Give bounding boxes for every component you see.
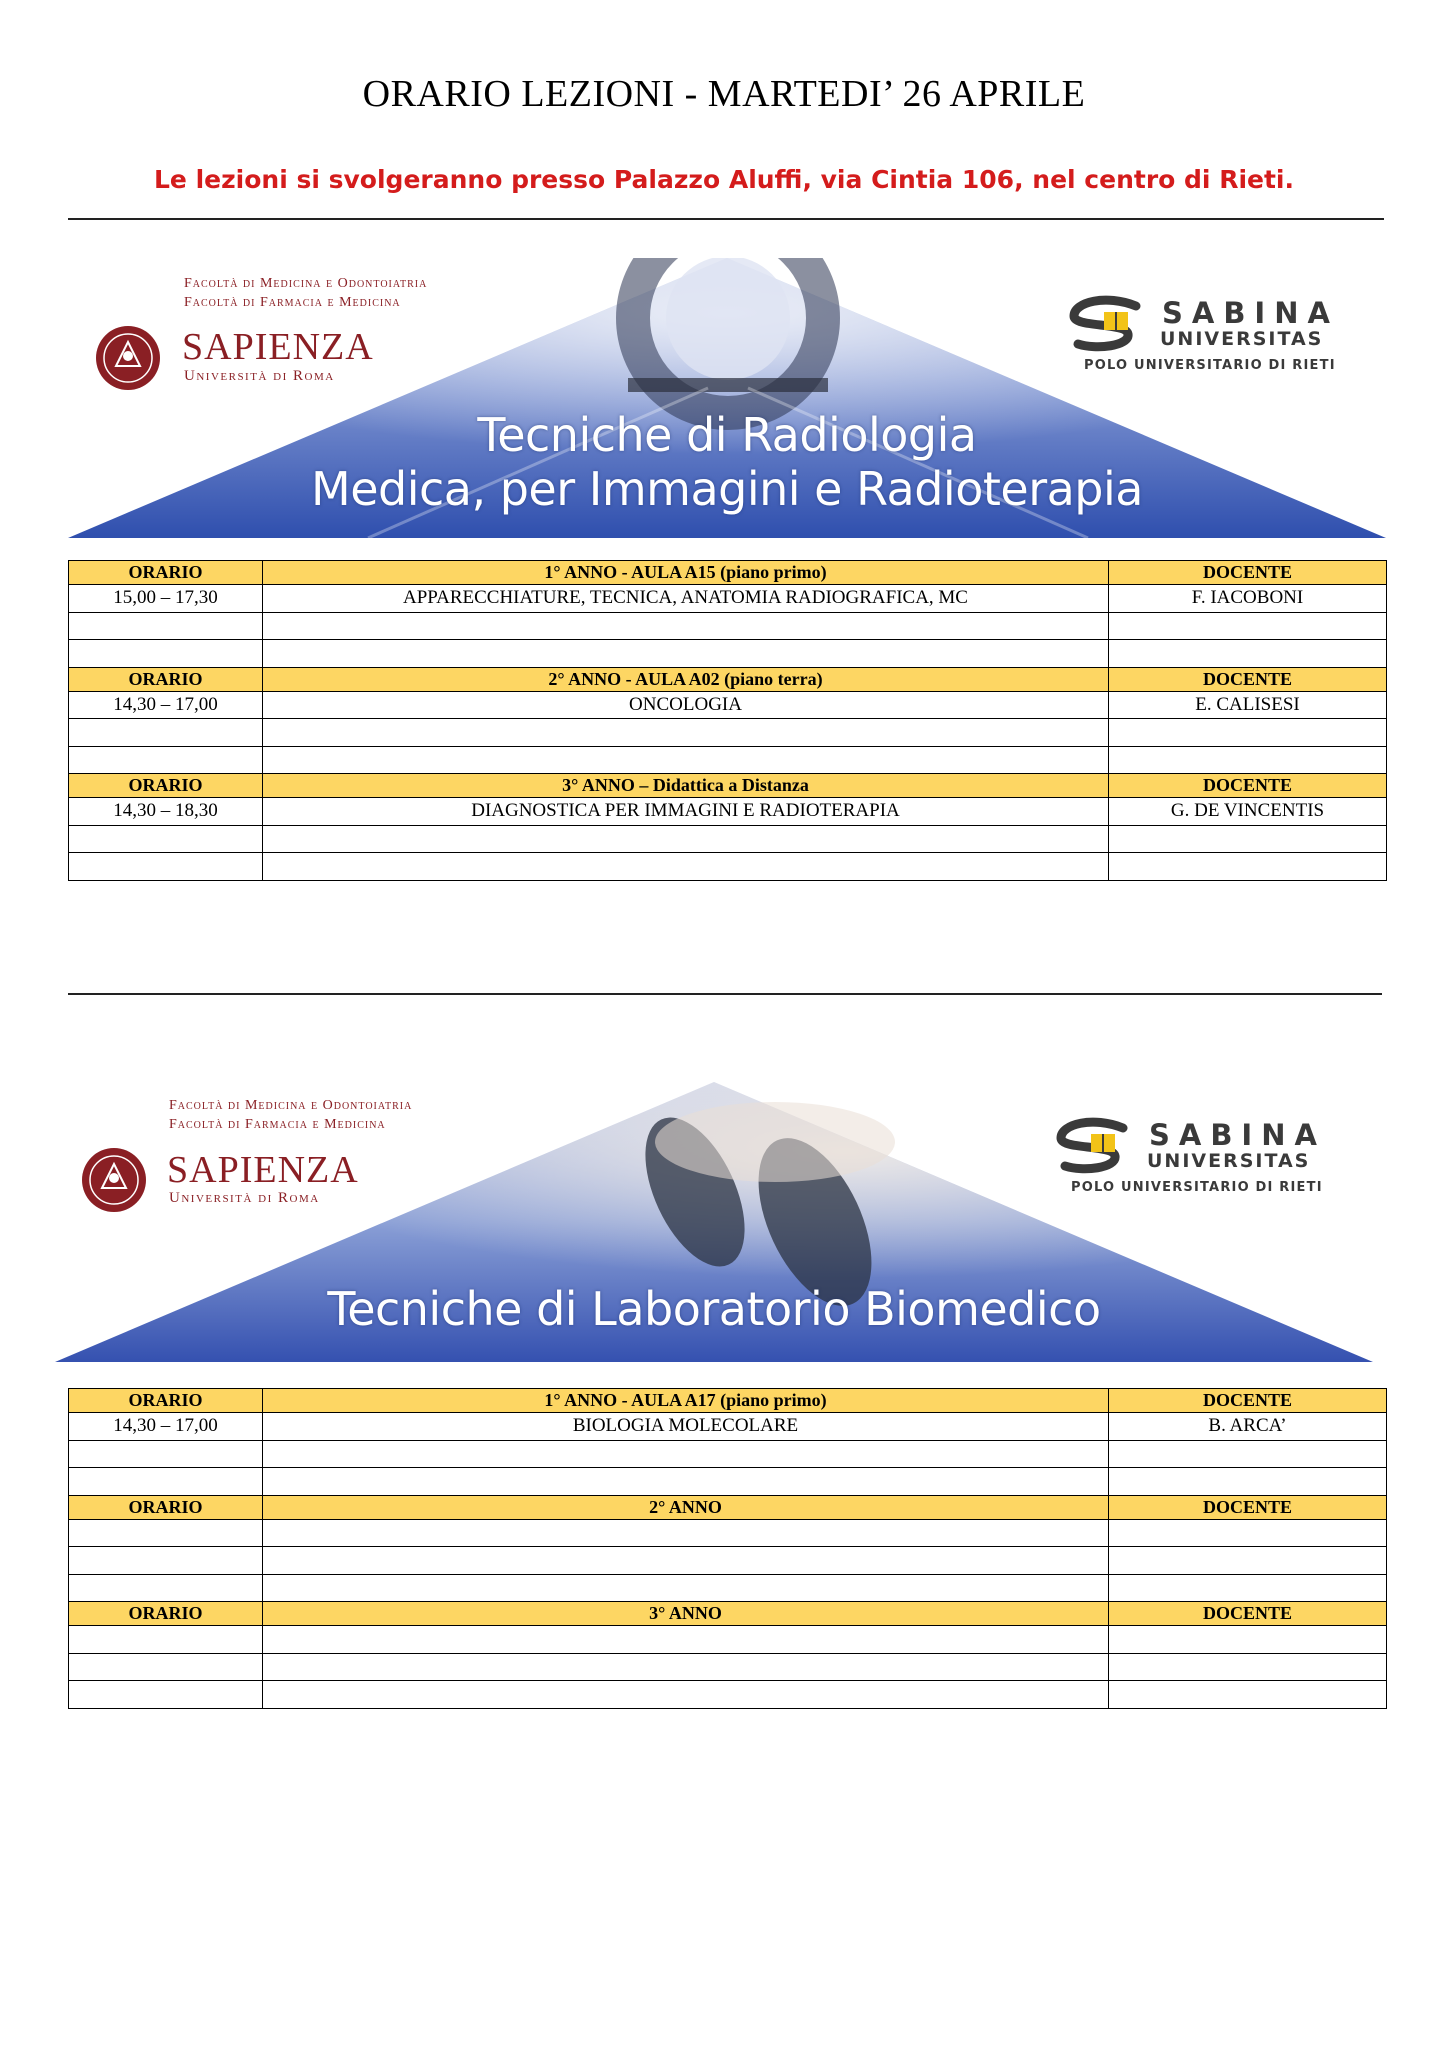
partner-subtitle: UNIVERSITAS bbox=[1147, 1150, 1311, 1172]
table-row bbox=[69, 1413, 1387, 1441]
table-row bbox=[69, 640, 1387, 668]
table-row bbox=[69, 1440, 1387, 1468]
faculty-names bbox=[169, 1096, 412, 1134]
cell-time bbox=[69, 1547, 263, 1575]
cell-subject bbox=[263, 1519, 1109, 1547]
table-row bbox=[69, 1468, 1387, 1496]
cell-time bbox=[69, 853, 263, 881]
cell-subject: ONCOLOGIA bbox=[263, 691, 1109, 719]
course-banner-radiologia bbox=[68, 258, 1386, 540]
university-name: SAPIENZA bbox=[167, 1149, 359, 1191]
header-year-room: 3° ANNO – Didattica a Distanza bbox=[263, 774, 1109, 798]
table-row bbox=[69, 1519, 1387, 1547]
cell-subject bbox=[263, 746, 1109, 774]
header-docente: DOCENTE bbox=[1109, 1495, 1387, 1519]
sabina-logo-icon bbox=[1053, 1116, 1153, 1176]
cell-teacher bbox=[1109, 825, 1387, 853]
cell-time bbox=[69, 1681, 263, 1709]
cell-teacher bbox=[1109, 853, 1387, 881]
header-docente: DOCENTE bbox=[1109, 667, 1387, 691]
faculty-line-1: Facoltà di Medicina e Odontoiatria bbox=[169, 1098, 413, 1113]
cell-time: 14,30 – 17,00 bbox=[69, 691, 263, 719]
section-header-year-1 bbox=[69, 561, 1387, 585]
cell-teacher: G. DE VINCENTIS bbox=[1109, 798, 1387, 826]
cell-teacher bbox=[1109, 1574, 1387, 1602]
cell-time bbox=[69, 1440, 263, 1468]
table-row bbox=[69, 585, 1387, 613]
table-row bbox=[69, 746, 1387, 774]
partner-name: SABINA bbox=[1149, 1118, 1326, 1152]
course-title-radiologia bbox=[68, 408, 1386, 516]
cell-teacher: E. CALISESI bbox=[1109, 691, 1387, 719]
partner-polo: POLO UNIVERSITARIO DI RIETI bbox=[1084, 358, 1336, 373]
partner-polo: POLO UNIVERSITARIO DI RIETI bbox=[1071, 1180, 1323, 1195]
cell-teacher bbox=[1109, 1468, 1387, 1496]
cell-time: 14,30 – 18,30 bbox=[69, 798, 263, 826]
cell-teacher bbox=[1109, 746, 1387, 774]
section-header-year-2 bbox=[69, 667, 1387, 691]
header-docente: DOCENTE bbox=[1109, 1602, 1387, 1626]
table-row bbox=[69, 825, 1387, 853]
cell-teacher bbox=[1109, 612, 1387, 640]
table-row bbox=[69, 691, 1387, 719]
header-orario: ORARIO bbox=[69, 1602, 263, 1626]
cell-subject bbox=[263, 1440, 1109, 1468]
header-year-room: 1° ANNO - AULA A15 (piano primo) bbox=[263, 561, 1109, 585]
cell-time bbox=[69, 612, 263, 640]
course-title-line-1: Tecniche di Radiologia bbox=[477, 408, 977, 462]
cell-time bbox=[69, 1468, 263, 1496]
header-orario: ORARIO bbox=[69, 774, 263, 798]
cell-time bbox=[69, 746, 263, 774]
faculty-line-2: Facoltà di Farmacia e Medicina bbox=[169, 1117, 386, 1132]
table-row bbox=[69, 1547, 1387, 1575]
cell-time bbox=[69, 640, 263, 668]
header-year-room: 2° ANNO bbox=[263, 1495, 1109, 1519]
partner-name: SABINA bbox=[1162, 296, 1339, 330]
cell-subject bbox=[263, 825, 1109, 853]
cell-time bbox=[69, 719, 263, 747]
section-header-year-3 bbox=[69, 1602, 1387, 1626]
header-year-room: 1° ANNO - AULA A17 (piano primo) bbox=[263, 1389, 1109, 1413]
page-title: ORARIO LEZIONI - MARTEDI’ 26 APRILE bbox=[362, 73, 1086, 115]
cell-teacher bbox=[1109, 640, 1387, 668]
university-name: SAPIENZA bbox=[182, 326, 374, 368]
cell-time bbox=[69, 1574, 263, 1602]
cell-teacher bbox=[1109, 719, 1387, 747]
cell-subject bbox=[263, 1547, 1109, 1575]
header-orario: ORARIO bbox=[69, 667, 263, 691]
partner-subtitle: UNIVERSITAS bbox=[1160, 328, 1324, 350]
faculty-names bbox=[184, 274, 427, 312]
cell-teacher bbox=[1109, 1440, 1387, 1468]
cell-time bbox=[69, 825, 263, 853]
cell-teacher bbox=[1109, 1519, 1387, 1547]
cell-subject bbox=[263, 640, 1109, 668]
cell-subject bbox=[263, 612, 1109, 640]
cell-subject: BIOLOGIA MOLECOLARE bbox=[263, 1413, 1109, 1441]
cell-subject: DIAGNOSTICA PER IMMAGINI E RADIOTERAPIA bbox=[263, 798, 1109, 826]
cell-subject bbox=[263, 853, 1109, 881]
cell-subject bbox=[263, 1574, 1109, 1602]
table-row bbox=[69, 719, 1387, 747]
cell-subject bbox=[263, 1653, 1109, 1681]
cell-teacher bbox=[1109, 1653, 1387, 1681]
header-orario: ORARIO bbox=[69, 1389, 263, 1413]
cell-subject bbox=[263, 719, 1109, 747]
schedule-table-radiologia bbox=[68, 560, 1387, 881]
cell-time: 15,00 – 17,30 bbox=[69, 585, 263, 613]
section-header-year-2 bbox=[69, 1495, 1387, 1519]
cell-teacher: F. IACOBONI bbox=[1109, 585, 1387, 613]
header-year-room: 3° ANNO bbox=[263, 1602, 1109, 1626]
table-row bbox=[69, 612, 1387, 640]
cell-subject: APPARECCHIATURE, TECNICA, ANATOMIA RADIOGRAFICA, MC bbox=[263, 585, 1109, 613]
course-title-laboratorio bbox=[55, 1282, 1373, 1336]
course-title-line-1: Tecniche di Laboratorio Biomedico bbox=[327, 1282, 1101, 1336]
faculty-line-1: Facoltà di Medicina e Odontoiatria bbox=[184, 276, 428, 291]
cell-teacher bbox=[1109, 1681, 1387, 1709]
header-orario: ORARIO bbox=[69, 1495, 263, 1519]
cell-teacher bbox=[1109, 1547, 1387, 1575]
cell-subject bbox=[263, 1468, 1109, 1496]
divider-top bbox=[68, 218, 1384, 220]
header-orario: ORARIO bbox=[69, 561, 263, 585]
cell-time: 14,30 – 17,00 bbox=[69, 1413, 263, 1441]
header-docente: DOCENTE bbox=[1109, 1389, 1387, 1413]
cell-teacher: B. ARCA’ bbox=[1109, 1413, 1387, 1441]
cell-time bbox=[69, 1626, 263, 1654]
header-docente: DOCENTE bbox=[1109, 561, 1387, 585]
university-subtitle: Università di Roma bbox=[184, 368, 335, 384]
section-header-year-1 bbox=[69, 1389, 1387, 1413]
divider-middle bbox=[68, 993, 1382, 995]
header-docente: DOCENTE bbox=[1109, 774, 1387, 798]
section-header-year-3 bbox=[69, 774, 1387, 798]
table-row bbox=[69, 1681, 1387, 1709]
sapienza-seal-icon bbox=[80, 1146, 148, 1214]
table-row bbox=[69, 798, 1387, 826]
location-notice: Le lezioni si svolgeranno presso Palazzo Aluffi, via Cintia 106, nel centro di Rieti. bbox=[154, 165, 1294, 194]
cell-time bbox=[69, 1519, 263, 1547]
header-year-room: 2° ANNO - AULA A02 (piano terra) bbox=[263, 667, 1109, 691]
university-subtitle: Università di Roma bbox=[169, 1190, 320, 1206]
faculty-line-2: Facoltà di Farmacia e Medicina bbox=[184, 295, 401, 310]
cell-time bbox=[69, 1653, 263, 1681]
table-row bbox=[69, 1653, 1387, 1681]
sapienza-seal-icon bbox=[94, 324, 162, 392]
cell-subject bbox=[263, 1626, 1109, 1654]
table-row bbox=[69, 1574, 1387, 1602]
schedule-table-laboratorio bbox=[68, 1388, 1387, 1709]
course-banner-laboratorio bbox=[55, 1082, 1373, 1364]
sabina-logo-icon bbox=[1066, 294, 1166, 354]
cell-teacher bbox=[1109, 1626, 1387, 1654]
cell-subject bbox=[263, 1681, 1109, 1709]
course-title-line-2: Medica, per Immagini e Radioterapia bbox=[311, 462, 1143, 516]
table-row bbox=[69, 853, 1387, 881]
table-row bbox=[69, 1626, 1387, 1654]
